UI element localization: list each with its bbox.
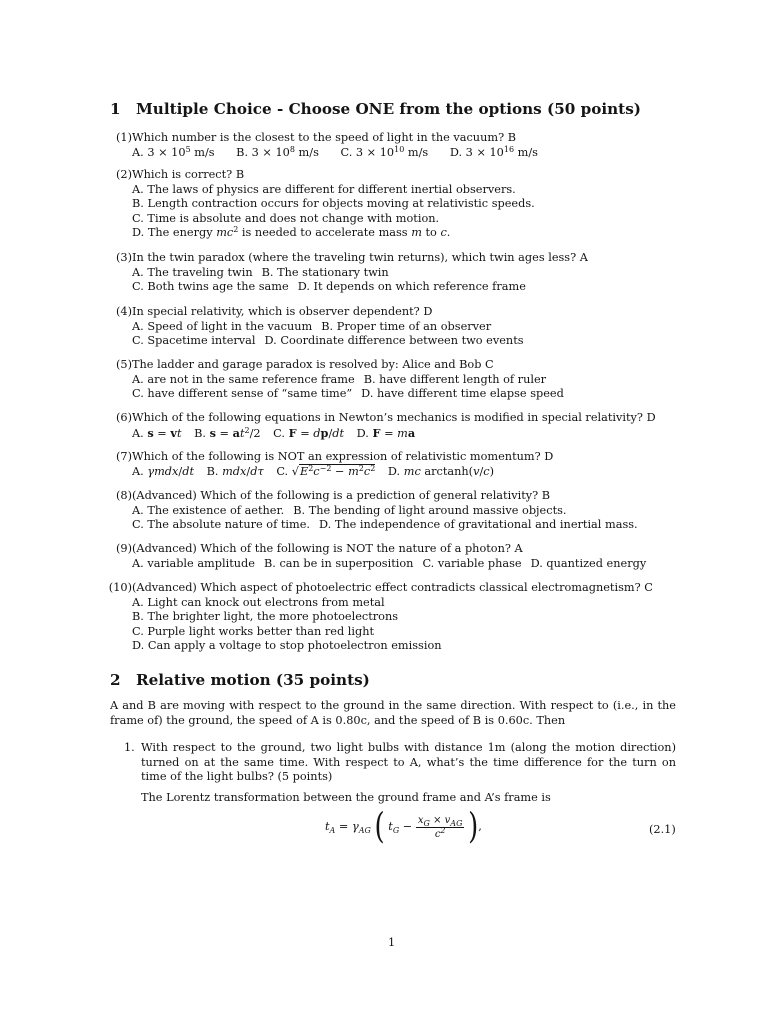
option-d: D. mc arctanh(v/c): [387, 464, 495, 478]
option-c: C. Purple light works better than red light: [132, 624, 375, 638]
question-text: In special relativity, which is observer dependent? D: [132, 305, 433, 318]
option-d: D. have different time elapse speed: [361, 387, 564, 401]
option-d: D. Can apply a voltage to stop photoelectron emission: [132, 639, 442, 653]
question-10: [106, 581, 706, 654]
page-number: 1: [388, 936, 396, 949]
section-number: 1: [110, 100, 121, 118]
question-9: [106, 542, 706, 571]
subquestion-1: [124, 741, 676, 805]
question-number: (9): [115, 542, 132, 555]
question-4: [106, 305, 706, 349]
item-label: 1.: [124, 741, 135, 754]
option-c: C. $√E^2c^{-2} - m^2c^2$: [276, 463, 376, 478]
question-number: (3): [115, 251, 132, 264]
section-title: Multiple Choice - Choose ONE from the options (50 points): [136, 100, 641, 118]
option-c: C. variable phase: [422, 556, 522, 570]
question-text: In the twin paradox (where the traveling twin returns), which twin ages less? A: [132, 251, 588, 264]
item-text: With respect to the ground, two light bulbs with distance 1m (along the motion direction) turned on at the same time. With respect to A, what’s the time difference for the turn on time of the light bulbs? (5 points): [141, 741, 676, 784]
question-6: [106, 411, 706, 441]
question-7: [106, 450, 706, 479]
option-b: B. The bending of light around massive objects.: [293, 503, 567, 517]
option-a: A. $3 \times 10^5$ m/s: [132, 144, 215, 159]
options-row: [132, 373, 706, 388]
equation-number: (2.1): [649, 823, 676, 836]
question-8: [106, 489, 706, 533]
option-a: A. The traveling twin: [132, 265, 253, 279]
intro-paragraph: A and B are moving with respect to the ground in the same direction. With respect to (i.e., in the frame of) the ground, the speed of A is 0.80c, and the speed of B is 0.60c. Then: [110, 699, 676, 727]
question-text: Which is correct? B: [132, 168, 245, 181]
option-c: C. have different sense of “same time”: [132, 387, 353, 401]
option-a: A. are not in the same reference frame: [132, 372, 355, 386]
option-c: C. Both twins age the same: [132, 280, 289, 294]
options-row: [132, 266, 706, 281]
question-text: (Advanced) Which aspect of photoelectric effect contradicts classical electromagnetism? C: [132, 581, 653, 594]
option-b: B. can be in superposition: [263, 556, 414, 570]
question-number: (10): [108, 581, 132, 594]
option-c: C. Spacetime interval: [132, 334, 256, 348]
section-number: 2: [110, 671, 121, 689]
question-1: [106, 131, 706, 160]
option-d: D. F = ma: [356, 425, 416, 440]
question-number: (2): [115, 168, 132, 181]
right-paren: ): [468, 806, 479, 848]
question-number: (8): [115, 489, 132, 502]
question-3: [106, 251, 706, 295]
option-c: C. Time is absolute and does not change with motion.: [132, 211, 440, 225]
option-d: D. quantized energy: [530, 556, 647, 570]
options-row: [132, 280, 706, 295]
options-row: [132, 426, 706, 442]
option-b: B. $3 \times 10^8$ m/s: [236, 144, 319, 159]
option-d: D. Coordinate difference between two events: [264, 334, 524, 348]
option-b: B. The stationary twin: [261, 265, 389, 279]
option-d: D. The independence of gravitational and inertial mass.: [319, 518, 638, 532]
option-a: A. Speed of light in the vacuum: [132, 319, 313, 333]
option-b: B. mdx/dτ: [206, 464, 264, 478]
option-d: D. $3 \times 10^{16}$ m/s: [449, 144, 538, 159]
option-b: B. $s = at^2/2$: [194, 425, 261, 440]
option-a: A. The laws of physics are different for different inertial observers.: [132, 182, 516, 196]
equation-lhs: $t_A = \gamma_{AG}$: [325, 820, 371, 835]
option-c: C. $3 \times 10^{10}$ m/s: [340, 144, 429, 159]
options-row: [132, 320, 706, 335]
options-row: [132, 146, 706, 161]
options-row: [132, 334, 706, 349]
section-2-heading: [110, 671, 370, 689]
lorentz-text: The Lorentz transformation between the ground frame and A’s frame is: [141, 790, 551, 804]
question-text: The ladder and garage paradox is resolved by: Alice and Bob C: [132, 358, 494, 371]
option-d: D. It depends on which reference frame: [297, 280, 526, 294]
question-2: [106, 168, 706, 241]
options-row: [132, 504, 706, 519]
options-row: [132, 518, 706, 533]
question-number: (1): [115, 131, 132, 144]
question-number: (6): [115, 411, 132, 424]
option-d: D. The energy $mc^2$ is needed to accelerate mass m to c.: [132, 225, 451, 240]
question-text: (Advanced) Which of the following is NOT the nature of a photon? A: [132, 542, 523, 555]
question-text: (Advanced) Which of the following is a prediction of general relativity? B: [132, 489, 551, 502]
option-b: B. Length contraction occurs for objects moving at relativistic speeds.: [132, 197, 535, 211]
question-text: Which of the following equations in Newton’s mechanics is modified in special relativity? D: [132, 411, 656, 424]
option-b: B. have different length of ruler: [363, 372, 547, 386]
option-a: A. variable amplitude: [132, 556, 255, 570]
equation-term: $t_G$ −: [388, 820, 413, 835]
option-a: A. Light can knock out electrons from metal: [132, 595, 385, 609]
option-a: A. The existence of aether.: [132, 503, 285, 517]
option-b: B. Proper time of an observer: [321, 319, 492, 333]
option-a: A. γmdx/dt: [132, 464, 195, 478]
options-row: [132, 465, 706, 480]
lorentz-equation: $t_A = \gamma_{AG}$ ( $t_G$ − $\frac{x_G \times v_{AG}}{c^2}$ ), (2.1): [325, 806, 676, 848]
question-text: Which of the following is NOT an expression of relativistic momentum? D: [132, 450, 554, 463]
options-row: [132, 387, 706, 402]
question-number: (5): [115, 358, 132, 371]
section-title: Relative motion (35 points): [136, 671, 370, 689]
question-5: [106, 358, 706, 402]
question-number: (4): [115, 305, 132, 318]
equation-fraction: $\frac{x_G \times v_{AG}}{c^2}$: [417, 814, 463, 840]
option-a: A. s = vt: [132, 425, 182, 440]
section-1-heading: [110, 100, 641, 118]
question-number: (7): [115, 450, 132, 463]
option-b: B. The brighter light, the more photoelectrons: [132, 610, 399, 624]
option-c: C. The absolute nature of time.: [132, 518, 310, 532]
question-text: Which number is the closest to the speed of light in the vacuum? B: [132, 131, 517, 144]
left-paren: (: [374, 806, 385, 848]
option-c: C. F = dp/dt: [273, 425, 345, 440]
options-row: [132, 557, 706, 572]
